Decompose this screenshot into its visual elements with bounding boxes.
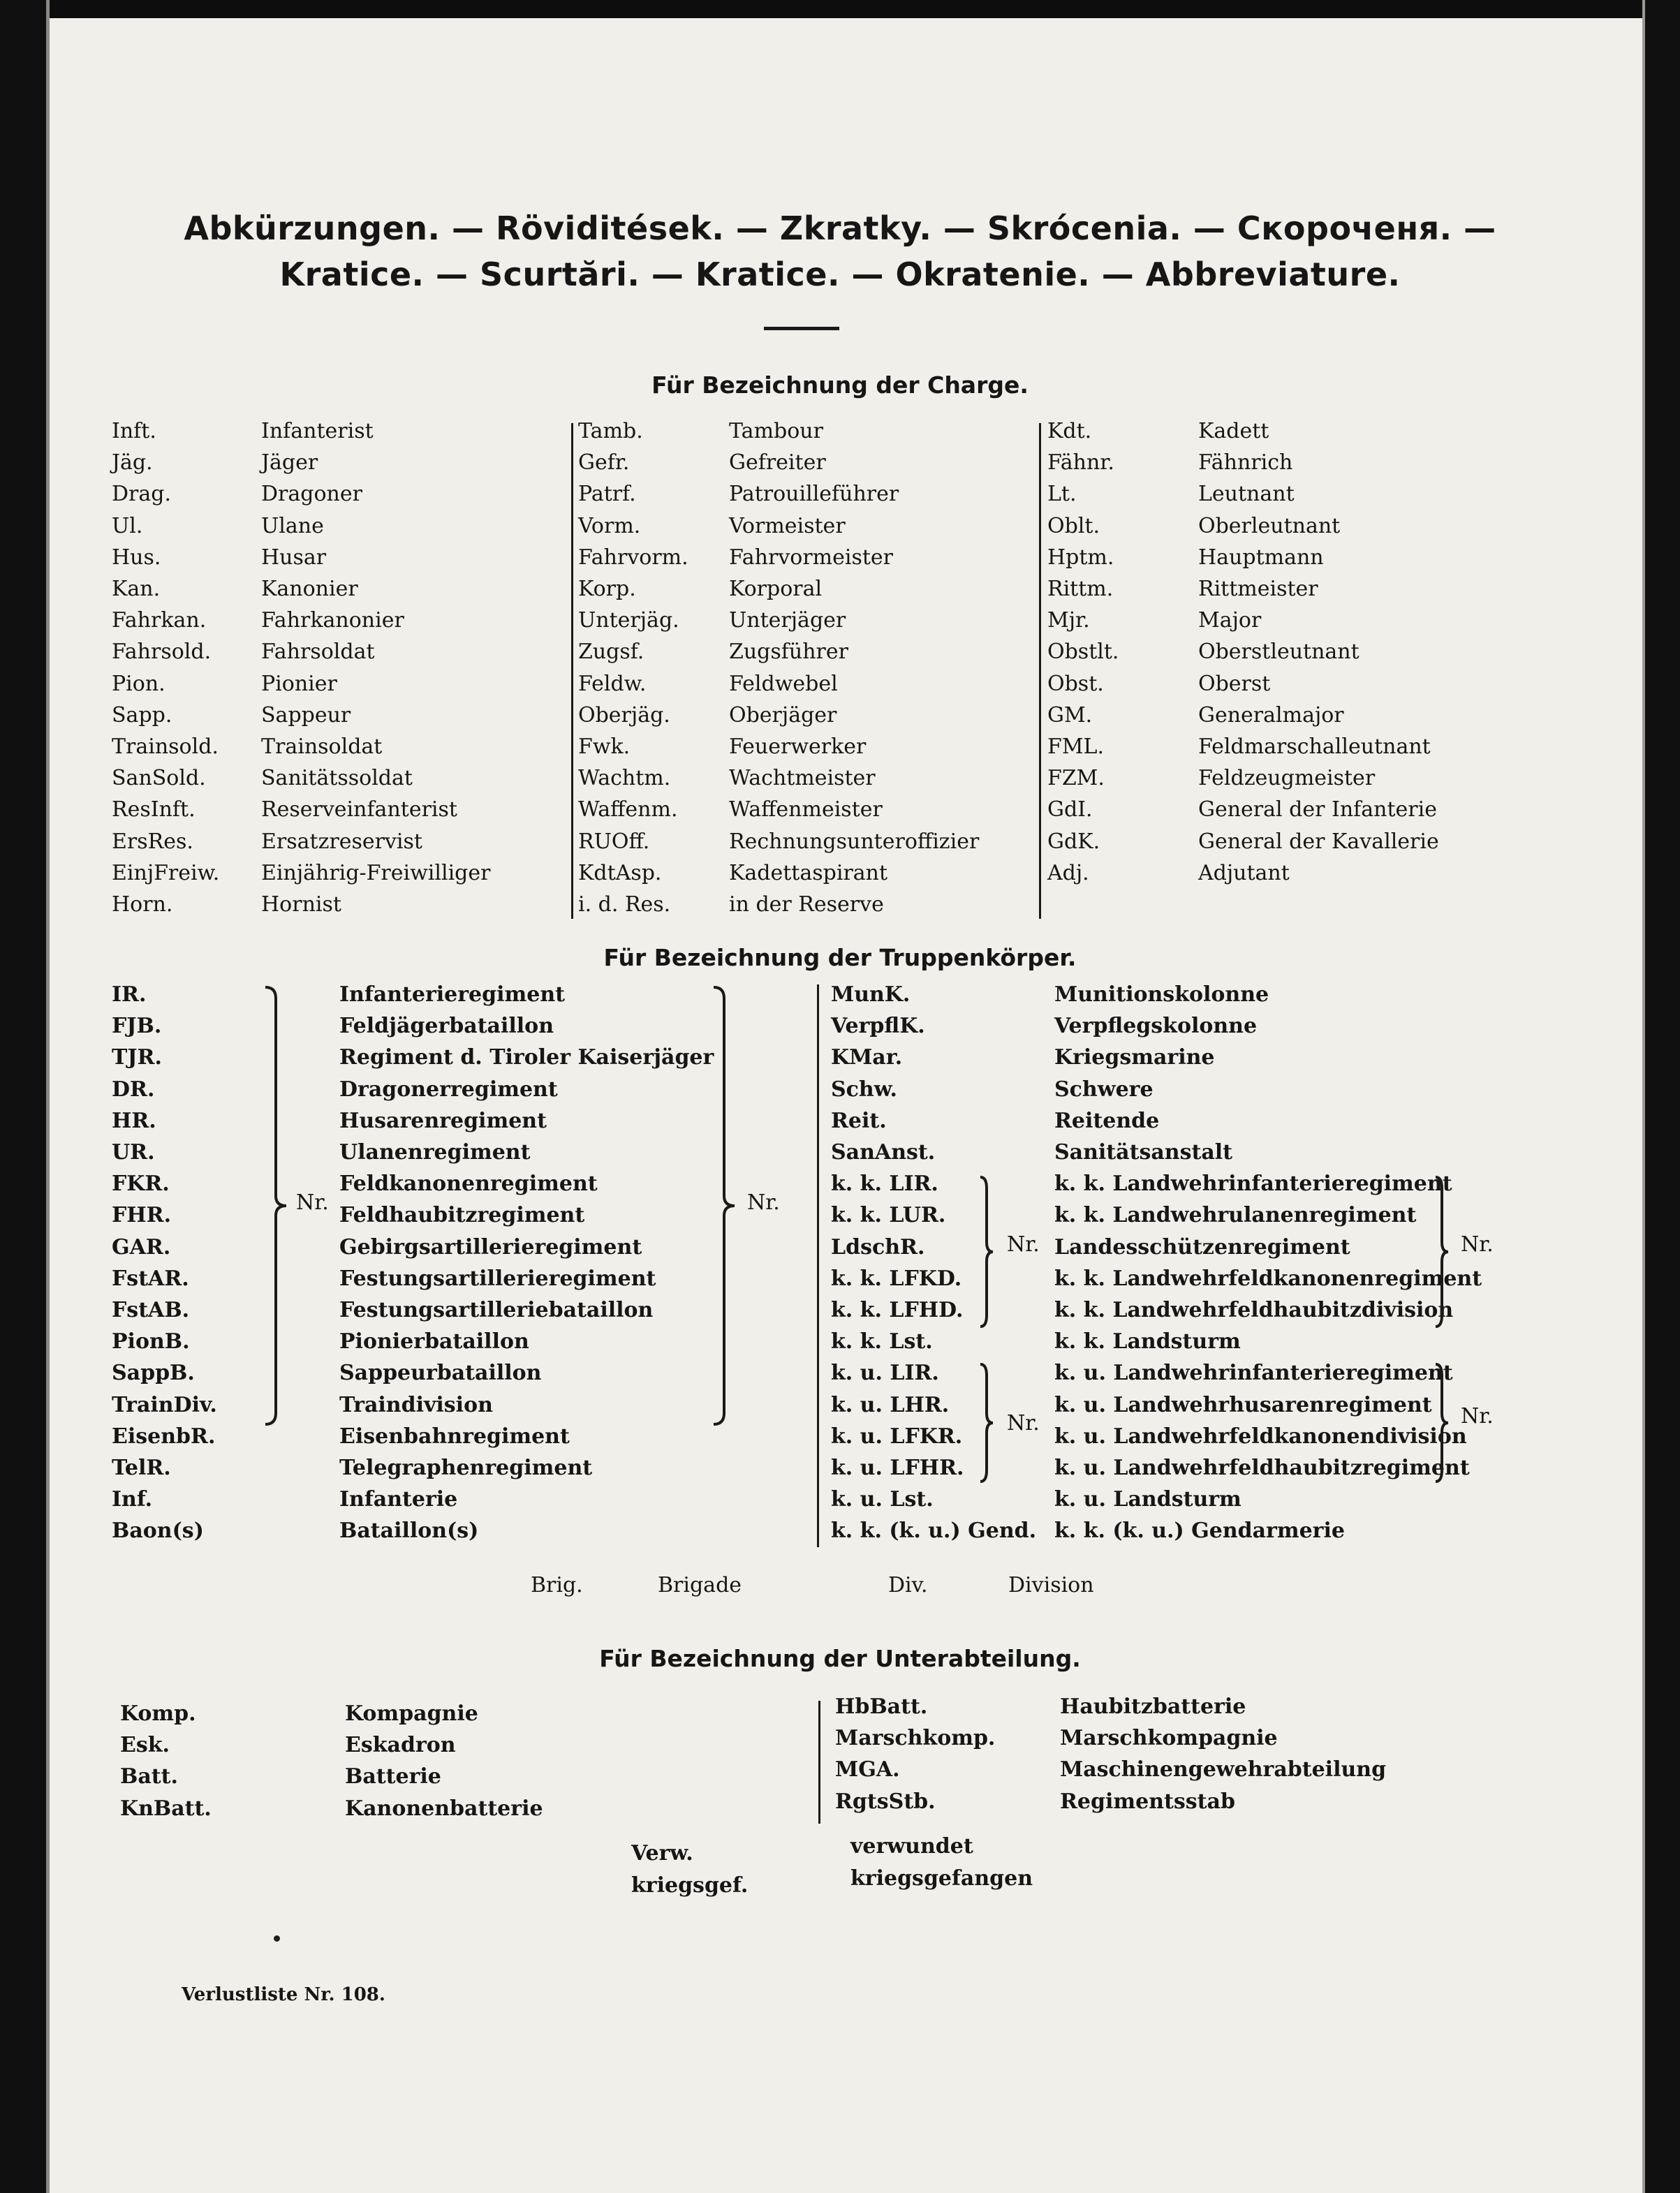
charge-col3-full: Feldmarschalleutnant	[1198, 734, 1431, 759]
charge-col2-abbr: Patrf.	[578, 482, 636, 506]
truppen-right-full: k. k. Landsturm	[1054, 1329, 1241, 1354]
charge-col1-abbr: Fahrkan.	[112, 608, 207, 633]
charge-col3-abbr: Rittm.	[1047, 577, 1114, 601]
charge-col2-abbr: Fwk.	[578, 734, 631, 759]
charge-col2-full: Tambour	[729, 419, 823, 443]
truppen-right-full: k. k. Landwehrfeldkanonenregiment	[1054, 1267, 1482, 1291]
truppen-right-abbr: KMar.	[831, 1045, 903, 1070]
unterab-heading: Für Bezeichnung der Unterabteilung.	[599, 1645, 1081, 1672]
title-line-2: Kratice. — Scurtări. — Kratice. — Okratenie. — Abbreviature.	[279, 256, 1401, 293]
charge-col2-abbr: i. d. Res.	[578, 892, 671, 917]
charge-col3-full: General der Kavallerie	[1198, 829, 1439, 854]
truppen-divider	[817, 984, 819, 1547]
scan-edge-left-line	[46, 0, 50, 2193]
unterab-left-abbr: KnBatt.	[120, 1796, 212, 1821]
truppen-ku-nr: Nr.	[1007, 1411, 1040, 1435]
truppen-left-abbr: TrainDiv.	[112, 1393, 217, 1417]
truppen-left-full: Festungsartillerieregiment	[339, 1267, 656, 1291]
truppen-left-full: Feldjägerbataillon	[339, 1014, 554, 1038]
charge-col1-abbr: Inft.	[112, 419, 156, 443]
truppen-ku-close-brace	[1434, 1363, 1450, 1483]
truppen-left-close-brace	[712, 986, 736, 1426]
scan-edge-left	[0, 0, 46, 2193]
truppen-ku-right-nr: Nr.	[1461, 1404, 1494, 1428]
truppen-kk-brace-path	[980, 1177, 993, 1327]
charge-col1-abbr: Ul.	[112, 514, 143, 538]
truppen-right-full: Landesschützenregiment	[1054, 1235, 1350, 1260]
charge-col1-full: Trainsoldat	[261, 734, 383, 759]
truppen-right-full: k. u. Landwehrfeldkanonendivision	[1054, 1424, 1467, 1449]
charge-col3-full: General der Infanterie	[1198, 797, 1437, 822]
charge-col2-full: Fahrvormeister	[729, 545, 894, 570]
truppen-right-full: k. k. (k. u.) Gendarmerie	[1054, 1519, 1345, 1543]
charge-col2-abbr: Waffenm.	[578, 797, 678, 822]
truppen-left-brace	[264, 986, 288, 1426]
truppen-left-abbr: SappB.	[112, 1361, 195, 1385]
charge-col2-full: Rechnungsunteroffizier	[729, 829, 980, 854]
truppen-right-full: k. u. Landsturm	[1054, 1487, 1241, 1512]
brigade-full: Brigade	[658, 1573, 742, 1597]
truppen-right-abbr: k. u. LIR.	[831, 1361, 939, 1385]
unterab-left-full: Batterie	[345, 1764, 441, 1789]
charge-col3-abbr: GdI.	[1047, 797, 1093, 822]
unterab-right-abbr: HbBatt.	[835, 1694, 928, 1719]
charge-col3-abbr: Fähnr.	[1047, 450, 1114, 475]
truppen-left-abbr: GAR.	[112, 1235, 171, 1260]
charge-col3-full: Oberst	[1198, 672, 1271, 696]
truppen-left-full: Eisenbahnregiment	[339, 1424, 570, 1449]
truppen-right-abbr: VerpflK.	[831, 1014, 925, 1038]
truppen-left-abbr: Inf.	[112, 1487, 153, 1512]
truppen-kk-close-brace	[1434, 1176, 1450, 1328]
charge-divider-2	[1039, 423, 1041, 919]
charge-col2-full: Feuerwerker	[729, 734, 867, 759]
charge-col2-abbr: Tamb.	[578, 419, 643, 443]
truppen-left-abbr: FstAB.	[112, 1298, 190, 1322]
charge-col2-abbr: Oberjäg.	[578, 703, 670, 728]
truppen-left-abbr: IR.	[112, 982, 147, 1007]
charge-col3-full: Rittmeister	[1198, 577, 1318, 601]
truppen-right-abbr: k. k. LFHD.	[831, 1298, 964, 1322]
truppen-right-full: Kriegsmarine	[1054, 1045, 1215, 1070]
truppen-left-full: Regiment d. Tiroler Kaiserjäger	[339, 1045, 714, 1070]
charge-col2-abbr: Korp.	[578, 577, 636, 601]
truppen-left-abbr: HR.	[112, 1109, 156, 1133]
truppen-right-full: k. k. Landwehrulanenregiment	[1054, 1203, 1417, 1227]
truppen-left-abbr: FHR.	[112, 1203, 172, 1227]
truppen-right-abbr: k. u. Lst.	[831, 1487, 934, 1512]
truppen-left-full: Feldkanonenregiment	[339, 1172, 598, 1196]
charge-col1-abbr: Fahrsold.	[112, 640, 212, 664]
truppen-left-abbr: EisenbR.	[112, 1424, 216, 1449]
charge-divider-1	[571, 423, 573, 919]
charge-col1-full: Hornist	[261, 892, 341, 917]
truppen-right-abbr: k. k. LIR.	[831, 1172, 938, 1196]
truppen-left-abbr: UR.	[112, 1140, 155, 1165]
charge-col1-full: Kanonier	[261, 577, 358, 601]
truppen-left-full: Sappeurbataillon	[339, 1361, 542, 1385]
charge-col1-abbr: Jäg.	[112, 450, 153, 475]
charge-col3-abbr: Mjr.	[1047, 608, 1090, 633]
charge-col3-abbr: Adj.	[1047, 861, 1089, 885]
truppen-left-full: Infanterie	[339, 1487, 458, 1512]
charge-col3-full: Hauptmann	[1198, 545, 1324, 570]
truppen-left-full: Dragonerregiment	[339, 1077, 558, 1102]
charge-col1-abbr: ErsRes.	[112, 829, 193, 854]
charge-col1-abbr: Hus.	[112, 545, 161, 570]
charge-col1-full: Dragoner	[261, 482, 362, 506]
charge-col2-full: Wachtmeister	[729, 766, 876, 790]
charge-col3-abbr: GdK.	[1047, 829, 1100, 854]
charge-col3-abbr: Oblt.	[1047, 514, 1100, 538]
charge-col1-full: Sappeur	[261, 703, 351, 728]
truppen-left-abbr: PionB.	[112, 1329, 190, 1354]
charge-col1-full: Jäger	[261, 450, 318, 475]
charge-col3-full: Major	[1198, 608, 1262, 633]
unterab-right-abbr: MGA.	[835, 1757, 900, 1782]
charge-col3-abbr: FML.	[1047, 734, 1104, 759]
unterab-left-full: Eskadron	[345, 1733, 456, 1757]
charge-col3-full: Generalmajor	[1198, 703, 1344, 728]
unterab-right-full: Marschkompagnie	[1060, 1726, 1278, 1750]
truppen-left-abbr: TJR.	[112, 1045, 162, 1070]
truppen-right-full: k. u. Landwehrinfanterieregiment	[1054, 1361, 1453, 1385]
truppen-left-close-brace-path	[714, 987, 735, 1424]
charge-col3-abbr: Lt.	[1047, 482, 1077, 506]
truppen-left-full: Gebirgsartillerieregiment	[339, 1235, 642, 1260]
truppen-right-full: Munitionskolonne	[1054, 982, 1269, 1007]
truppen-right-abbr: k. u. LFHR.	[831, 1456, 964, 1480]
charge-col1-full: Infanterist	[261, 419, 374, 443]
truppen-left-full: Infanterieregiment	[339, 982, 565, 1007]
charge-col2-abbr: Vorm.	[578, 514, 641, 538]
charge-col2-full: Feldwebel	[729, 672, 838, 696]
charge-col3-full: Fähnrich	[1198, 450, 1293, 475]
charge-col1-abbr: EinjFreiw.	[112, 861, 220, 885]
truppen-right-full: k. u. Landwehrfeldhaubitzregiment	[1054, 1456, 1470, 1480]
truppen-left-full: Ulanenregiment	[339, 1140, 531, 1165]
truppen-right-full: Sanitätsanstalt	[1054, 1140, 1233, 1165]
charge-col1-full: Sanitätssoldat	[261, 766, 413, 790]
division-full: Division	[1008, 1573, 1094, 1597]
truppen-right-abbr: Reit.	[831, 1109, 887, 1133]
charge-col2-abbr: Wachtm.	[578, 766, 671, 790]
charge-col2-abbr: Gefr.	[578, 450, 630, 475]
charge-col2-abbr: Zugsf.	[578, 640, 644, 664]
charge-col2-full: Korporal	[729, 577, 823, 601]
truppen-right-full: Reitende	[1054, 1109, 1160, 1133]
charge-col3-full: Leutnant	[1198, 482, 1295, 506]
kriegsgefangen-full: kriegsgefangen	[850, 1866, 1033, 1891]
verwundet-abbr: Verw.	[631, 1841, 693, 1866]
charge-col1-abbr: Sapp.	[112, 703, 172, 728]
charge-col1-full: Husar	[261, 545, 327, 570]
truppen-left-abbr: FKR.	[112, 1172, 170, 1196]
charge-col3-full: Oberleutnant	[1198, 514, 1341, 538]
unterab-left-abbr: Esk.	[120, 1733, 170, 1757]
truppen-heading: Für Bezeichnung der Truppenkörper.	[603, 944, 1077, 971]
truppen-right-full: Verpflegskolonne	[1054, 1014, 1258, 1038]
charge-col1-full: Ulane	[261, 514, 324, 538]
charge-col1-abbr: SanSold.	[112, 766, 206, 790]
charge-col3-full: Kadett	[1198, 419, 1269, 443]
kriegsgefangen-abbr: kriegsgef.	[631, 1873, 749, 1898]
truppen-left-full: Festungsartilleriebataillon	[339, 1298, 654, 1322]
truppen-left-full: Bataillon(s)	[339, 1519, 479, 1543]
footer-verlustliste: Verlustliste Nr. 108.	[182, 1984, 385, 2005]
charge-col2-full: Gefreiter	[729, 450, 826, 475]
unterab-right-abbr: RgtsStb.	[835, 1789, 936, 1814]
charge-col3-full: Feldzeugmeister	[1198, 766, 1376, 790]
truppen-left-full: Telegraphenregiment	[339, 1456, 593, 1480]
unterab-left-full: Kanonenbatterie	[345, 1796, 543, 1821]
charge-col1-full: Ersatzreservist	[261, 829, 422, 854]
truppen-right-full: Schwere	[1054, 1077, 1154, 1102]
title-rule	[764, 327, 839, 330]
charge-col2-abbr: KdtAsp.	[578, 861, 662, 885]
truppen-left-brace-path	[265, 987, 286, 1424]
charge-col2-full: Kadettaspirant	[729, 861, 888, 885]
charge-col3-abbr: Hptm.	[1047, 545, 1114, 570]
scan-edge-top	[0, 0, 1680, 18]
verwundet-full: verwundet	[850, 1834, 973, 1859]
truppen-left-abbr: TelR.	[112, 1456, 171, 1480]
truppen-right-abbr: LdschR.	[831, 1235, 925, 1260]
truppen-left-abbr: DR.	[112, 1077, 155, 1102]
charge-col2-full: Patrouilleführer	[729, 482, 899, 506]
truppen-right-full: k. u. Landwehrhusarenregiment	[1054, 1393, 1432, 1417]
charge-col2-abbr: Unterjäg.	[578, 608, 679, 633]
unterab-left-abbr: Batt.	[120, 1764, 178, 1789]
truppen-left-full: Feldhaubitzregiment	[339, 1203, 585, 1227]
charge-col2-full: Waffenmeister	[729, 797, 883, 822]
charge-col1-abbr: Trainsold.	[112, 734, 219, 759]
charge-col3-abbr: Obstlt.	[1047, 640, 1119, 664]
truppen-right-full: k. k. Landwehrfeldhaubitzdivision	[1054, 1298, 1454, 1322]
unterab-left-abbr: Komp.	[120, 1701, 196, 1726]
truppen-right-abbr: k. k. (k. u.) Gend.	[831, 1519, 1037, 1543]
truppen-left-abbr: FstAR.	[112, 1267, 189, 1291]
truppen-left-full: Pionierbataillon	[339, 1329, 529, 1354]
charge-col1-full: Reserveinfanterist	[261, 797, 457, 822]
charge-col3-abbr: Kdt.	[1047, 419, 1092, 443]
truppen-ku-close-brace-path	[1436, 1364, 1448, 1482]
unterab-right-abbr: Marschkomp.	[835, 1726, 996, 1750]
charge-col2-full: Vormeister	[729, 514, 846, 538]
charge-col1-full: Einjährig-Freiwilliger	[261, 861, 491, 885]
truppen-ku-brace-path	[980, 1364, 993, 1482]
truppen-mid-nr: Nr.	[747, 1190, 780, 1215]
unterab-right-full: Haubitzbatterie	[1060, 1694, 1246, 1719]
truppen-left-nr: Nr.	[296, 1190, 329, 1215]
unterab-right-full: Regimentsstab	[1060, 1789, 1235, 1814]
charge-col1-abbr: Kan.	[112, 577, 161, 601]
charge-col3-abbr: GM.	[1047, 703, 1093, 728]
charge-col2-abbr: Feldw.	[578, 672, 647, 696]
charge-col2-full: Oberjäger	[729, 703, 837, 728]
charge-col1-full: Fahrsoldat	[261, 640, 375, 664]
charge-col1-abbr: Horn.	[112, 892, 173, 917]
truppen-ku-brace	[979, 1363, 994, 1483]
truppen-right-abbr: MunK.	[831, 982, 911, 1007]
charge-col1-full: Pionier	[261, 672, 337, 696]
charge-col2-full: Zugsführer	[729, 640, 848, 664]
division-abbr: Div.	[888, 1573, 928, 1597]
brigade-abbr: Brig.	[531, 1573, 583, 1597]
truppen-left-full: Traindivision	[339, 1393, 493, 1417]
truppen-right-full: k. k. Landwehrinfanterieregiment	[1054, 1172, 1452, 1196]
truppen-kk-brace	[979, 1176, 994, 1328]
charge-col3-full: Oberstleutnant	[1198, 640, 1360, 664]
charge-col2-abbr: RUOff.	[578, 829, 650, 854]
charge-col1-full: Fahrkanonier	[261, 608, 404, 633]
truppen-right-abbr: Schw.	[831, 1077, 897, 1102]
scan-edge-right	[1645, 0, 1680, 2193]
charge-col2-abbr: Fahrvorm.	[578, 545, 688, 570]
charge-heading: Für Bezeichnung der Charge.	[651, 371, 1029, 399]
ink-speck	[274, 1935, 280, 1942]
unterab-divider	[818, 1701, 820, 1824]
unterab-left-full: Kompagnie	[345, 1701, 478, 1726]
charge-col1-abbr: ResInft.	[112, 797, 196, 822]
charge-col2-full: in der Reserve	[729, 892, 884, 917]
truppen-left-abbr: Baon(s)	[112, 1519, 204, 1543]
charge-col3-abbr: FZM.	[1047, 766, 1105, 790]
truppen-right-abbr: k. u. LFKR.	[831, 1424, 963, 1449]
truppen-kk-close-brace-path	[1436, 1177, 1448, 1327]
truppen-right-abbr: k. k. LUR.	[831, 1203, 946, 1227]
truppen-kk-right-nr: Nr.	[1461, 1232, 1494, 1257]
title-line-1: Abkürzungen. — Röviditések. — Zkratky. — Skrócenia. — Скороченя. —	[184, 209, 1496, 247]
scan-edge-right-line	[1642, 0, 1645, 2193]
unterab-right-full: Maschinengewehrabteilung	[1060, 1757, 1387, 1782]
truppen-right-abbr: k. u. LHR.	[831, 1393, 950, 1417]
truppen-right-abbr: k. k. Lst.	[831, 1329, 933, 1354]
charge-col1-abbr: Pion.	[112, 672, 165, 696]
truppen-right-abbr: k. k. LFKD.	[831, 1267, 962, 1291]
charge-col1-abbr: Drag.	[112, 482, 172, 506]
truppen-left-full: Husarenregiment	[339, 1109, 547, 1133]
truppen-right-abbr: SanAnst.	[831, 1140, 936, 1165]
charge-col3-abbr: Obst.	[1047, 672, 1104, 696]
truppen-left-abbr: FJB.	[112, 1014, 162, 1038]
charge-col3-full: Adjutant	[1198, 861, 1290, 885]
truppen-kk-nr: Nr.	[1007, 1232, 1040, 1257]
charge-col2-full: Unterjäger	[729, 608, 846, 633]
